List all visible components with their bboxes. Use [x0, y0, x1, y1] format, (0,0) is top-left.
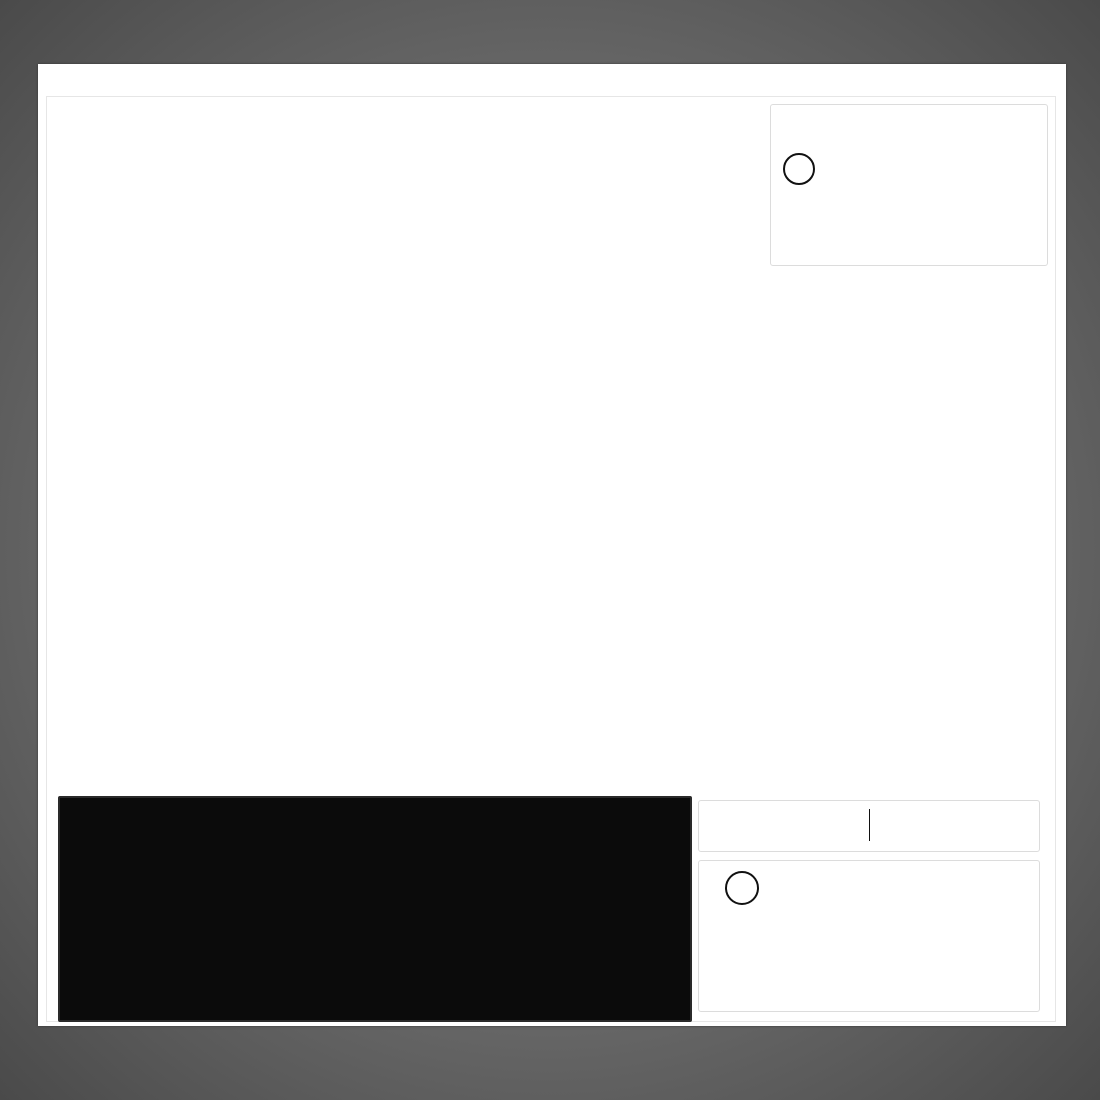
- info-box-white-keys: [770, 104, 1048, 266]
- number-badge-2: [725, 871, 759, 905]
- sticker-sheet: [38, 64, 1066, 1026]
- key-count-table-2: [707, 909, 1031, 989]
- info-box-black-keys: [698, 860, 1040, 1012]
- black-keys-caption: [698, 800, 1040, 852]
- key-count-table: [779, 193, 1037, 249]
- number-badge: [783, 153, 815, 185]
- black-key-sticker-panel: [58, 796, 692, 1022]
- caption-divider: [869, 809, 870, 841]
